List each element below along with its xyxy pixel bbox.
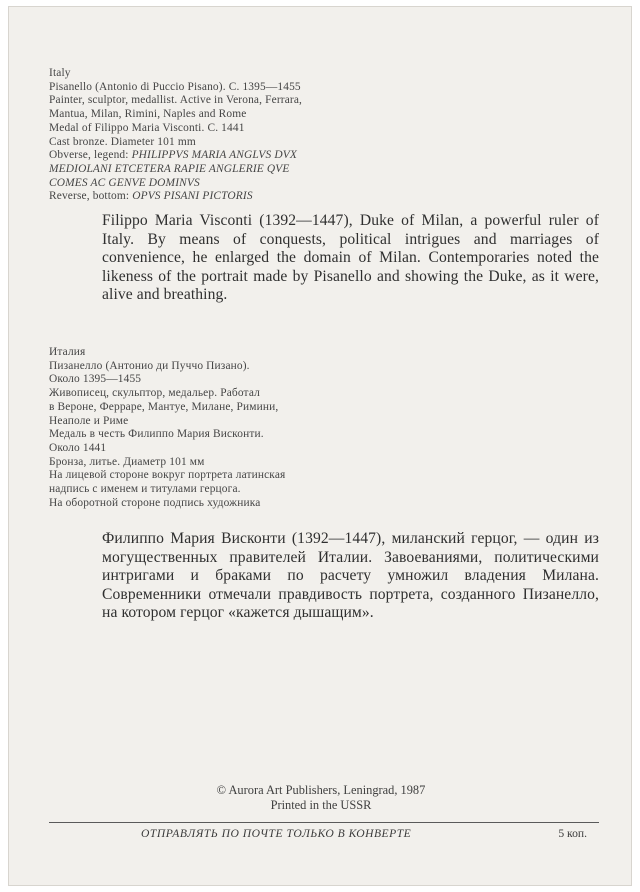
reverse-line: [49, 190, 302, 204]
english-description: [102, 212, 599, 305]
russian-description-text: Филиппо Мария Висконти (1392—1447), миланский герцог, — один из могущественных правителей Италии. Завоеваниями, политическими интригами и браками по расчету умножил владения Милана. Современники отмечали правдивость портрета, созданного Пизанелло, на котором герцог «кажется дышащим».: [102, 530, 599, 622]
artist-role-ru-end: Неаполе и Риме: [49, 414, 129, 427]
publisher-line: © Aurora Art Publishers, Leningrad, 1987: [216, 783, 426, 797]
printed-line: Printed in the USSR: [270, 798, 372, 812]
artwork-date-ru: Около 1441: [49, 441, 107, 454]
reverse-note-ru: На оборотной стороне подпись художника: [49, 496, 261, 509]
obverse-legend-end: COMES AC GENVE DOMINVS: [49, 176, 200, 189]
english-caption: [49, 67, 302, 204]
artist-role-cont: Mantua, Milan, Rimini, Naples and Rome: [49, 108, 247, 121]
artist-role-ru-cont: в Вероне, Ферраре, Мантуе, Милане, Римини,: [49, 400, 279, 413]
artwork-medium-ru: Бронза, литье. Диаметр 101 мм: [49, 455, 205, 468]
publisher-footer: [9, 783, 633, 813]
postcard-back: [8, 6, 632, 886]
artwork-title: Medal of Filippo Maria Visconti. C. 1441: [49, 121, 245, 134]
country-label: Italy: [49, 67, 71, 79]
reverse-label: Reverse, bottom:: [49, 190, 133, 203]
artist-name-ru: Пизанелло (Антонио ди Пуччо Пизано).: [49, 359, 250, 372]
artist-role-ru: Живописец, скульптор, медальер. Работал: [49, 387, 260, 400]
price-label: 5 коп.: [558, 827, 587, 840]
obverse-legend-cont: MEDIOLANI ETCETERA RAPIE ANGLERIE QVE: [49, 162, 290, 175]
artist-dates-ru: Около 1395—1455: [49, 373, 142, 386]
english-description-text: Filippo Maria Visconti (1392—1447), Duke of Milan, a powerful ruler of Italy. By means of conquests, political intrigues and marriages of convenience, he enlarged the domain of Milan. Contemporaries noted the likeness of the portrait made by Pisanello and showing the Duke, as it were, alive and breathing.: [102, 212, 599, 304]
russian-caption: [49, 346, 285, 510]
artwork-title-ru: Медаль в честь Филиппо Мария Висконти.: [49, 428, 264, 441]
country-label-ru: Италия: [49, 346, 86, 358]
obverse-line: [49, 149, 302, 163]
artist-name: Pisanello (Antonio di Puccio Pisano). C. 1395—1455: [49, 80, 301, 93]
artwork-medium: Cast bronze. Diameter 101 mm: [49, 135, 196, 148]
obverse-note-ru-cont: надпись с именем и титулами герцога.: [49, 483, 241, 496]
reverse-legend: OPVS PISANI PICTORIS: [132, 190, 253, 203]
divider-rule: [49, 822, 599, 823]
obverse-label: Obverse, legend:: [49, 149, 132, 162]
russian-description: [102, 530, 599, 623]
obverse-note-ru: На лицевой стороне вокруг портрета латинская: [49, 469, 286, 482]
artist-role: Painter, sculptor, medallist. Active in Verona, Ferrara,: [49, 94, 303, 107]
postal-note: ОТПРАВЛЯТЬ ПО ПОЧТЕ ТОЛЬКО В КОНВЕРТЕ: [141, 827, 412, 840]
obverse-legend: PHILIPPVS MARIA ANGLVS DVX: [131, 149, 297, 162]
